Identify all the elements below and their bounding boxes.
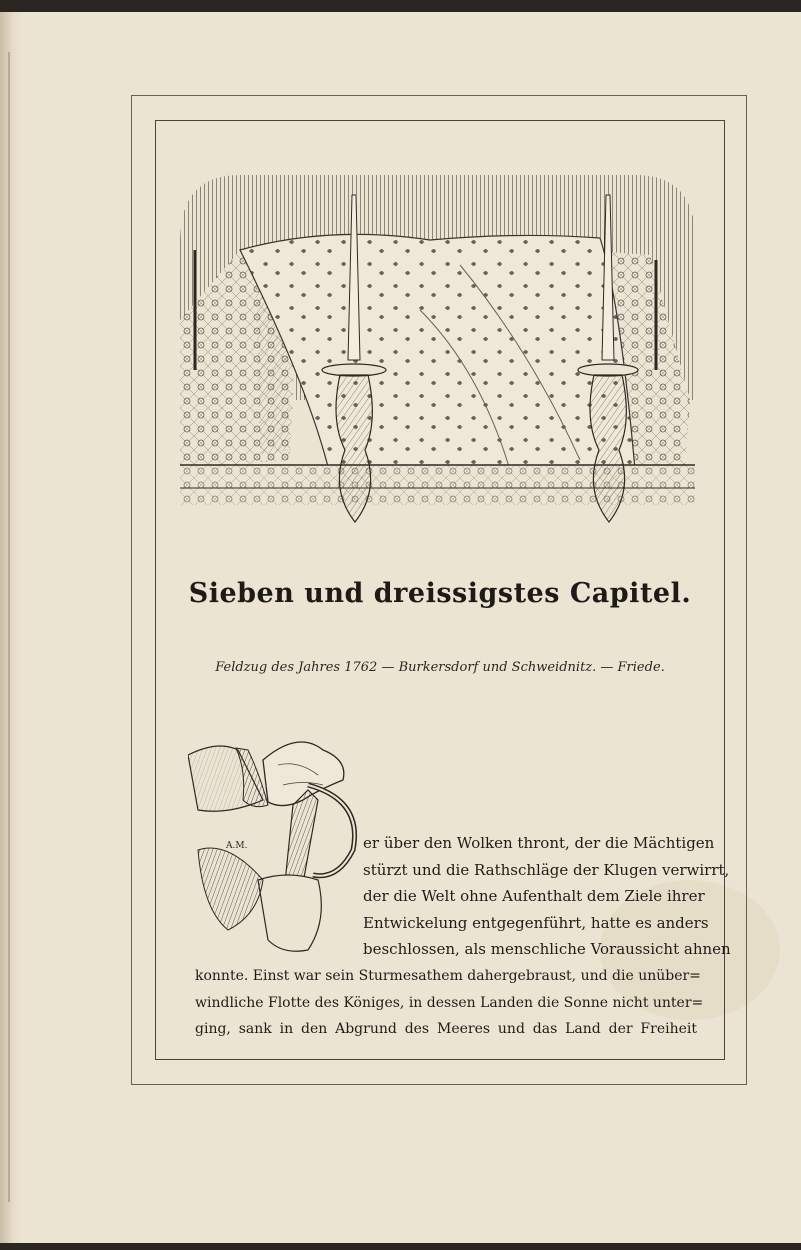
scan-border-top xyxy=(0,0,801,12)
text-line: ging, sank in den Abgrund des Meeres und das Land der Freiheit xyxy=(195,1021,697,1038)
text-line: beschlossen, als menschliche Voraussicht ahnen xyxy=(363,940,731,959)
text-line: Entwickelung entgegenführt, hatte es anders xyxy=(363,913,709,932)
svg-text:A.M.: A.M. xyxy=(226,841,248,851)
text-line: er über den Wolken thront, der die Mächtigen xyxy=(363,834,715,852)
catafalque-illustration xyxy=(180,170,695,530)
text-line: der die Welt ohne Aufenthalt dem Ziele ihrer xyxy=(363,887,705,906)
chapter-subtitle: Feldzug des Jahres 1762 — Burkersdorf und Schweidnitz. — Friede. xyxy=(215,660,665,675)
scan-border-bottom xyxy=(0,1243,801,1250)
text-line: konnte. Einst war sein Sturmesathem dahergebraust, und die unüber= xyxy=(195,967,701,984)
text-line: stürzt und die Rathschläge der Klugen verwirrt, xyxy=(363,860,730,879)
chapter-body-text xyxy=(195,830,731,1043)
chapter-title: Sieben und dreissigstes Capitel. xyxy=(188,578,692,609)
book-spine-edge xyxy=(0,12,22,1243)
text-line: windliche Flotte des Königes, in dessen Landen die Sonne nicht unter= xyxy=(195,994,704,1011)
